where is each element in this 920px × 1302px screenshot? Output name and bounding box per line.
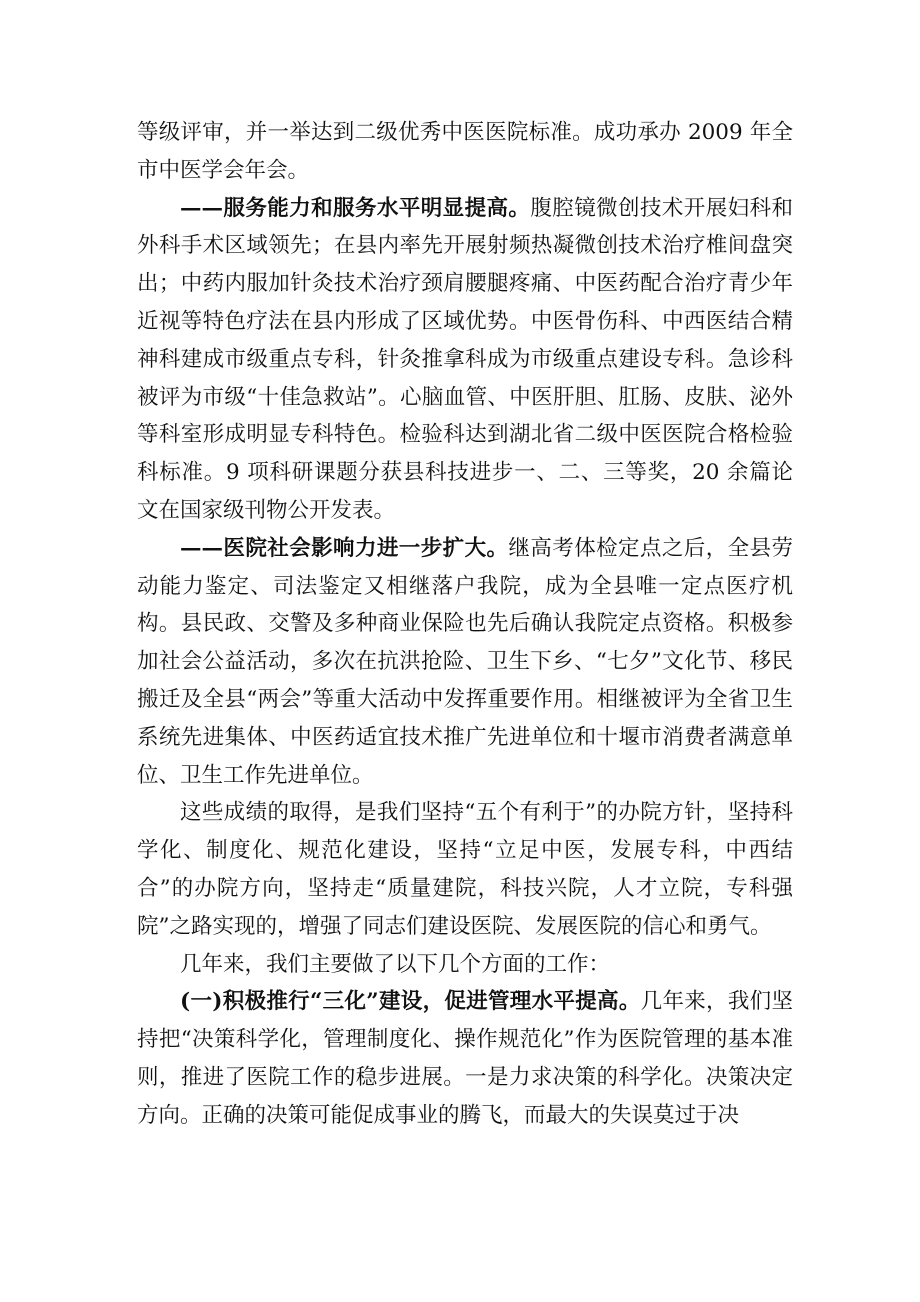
paragraph-social-influence [137,530,793,795]
paragraph-achievements-summary: 这些成绩的取得，是我们坚持“五个有利于”的办院方针，坚持科学化、制度化、规范化建设，坚持“立足中医，发展专科，中西结合”的办院方向，坚持走“质量建院，科技兴院，人才立院，专科强院”之路实现的，增强了同志们建设医院、发展医院的信心和勇气。 [137,800,793,939]
document-page [137,114,793,1135]
paragraph-service-capability [137,190,793,530]
paragraph-body-service-capability: 腹腔镜微创技术开展妇科和外科手术区域领先；在县内率先开展射频热凝微创技术治疗椎间盘突出；中药内服加针灸技术治疗颈肩腰腿疼痛、中医药配合治疗青少年近视等特色疗法在县内形成了区域优势。中医骨伤科、中西医结合精神科建成市级重点专科，针灸推拿科成为市级重点建设专科。急诊科被评为市级“十佳急救站”。心脑血管、中医肝胆、肛肠、皮肤、泌外等科室形成明显专科特色。检验科达到湖北省二级中医医院合格检验科标准。9 项科研课题分获县科技进步一、二、三等奖，20 余篇论文在国家级刊物公开发表。 [137,195,793,523]
paragraph-1: 等级评审，并一举达到二级优秀中医医院标准。成功承办 2009 年全市中医学会年会。 [137,120,793,183]
paragraph-work-intro: 几年来，我们主要做了以下几个方面的工作： [180,951,611,977]
paragraph-body-management: 几年来，我们坚持把“决策科学化，管理制度化、操作规范化”作为医院管理的基本准则，推进了医院工作的稳步进展。一是力求决策的科学化。决策决定方向。正确的决策可能促成事业的腾飞，而最大的失误莫过于决 [137,989,793,1128]
paragraph-management [137,983,793,1134]
paragraph-body-social-influence: 继高考体检定点之后，全县劳动能力鉴定、司法鉴定又相继落户我院，成为全县唯一定点医疗机构。县民政、交警及多种商业保险也先后确认我院定点资格。积极参加社会公益活动，多次在抗洪抢险、卫生下乡、“七夕”文化节、移民搬迁及全县“两会”等重大活动中发挥重要作用。相继被评为全省卫生系统先进集体、中医药适宜技术推广先进单位和十堰市消费者满意单位、卫生工作先进单位。 [137,535,793,788]
section-heading-service-capability: ——服务能力和服务水平明显提高。 [180,195,531,221]
section-heading-management: (一)积极推行“三化”建设，促进管理水平提高。 [180,989,641,1015]
section-heading-social-influence: ——医院社会影响力进一步扩大。 [180,535,509,561]
